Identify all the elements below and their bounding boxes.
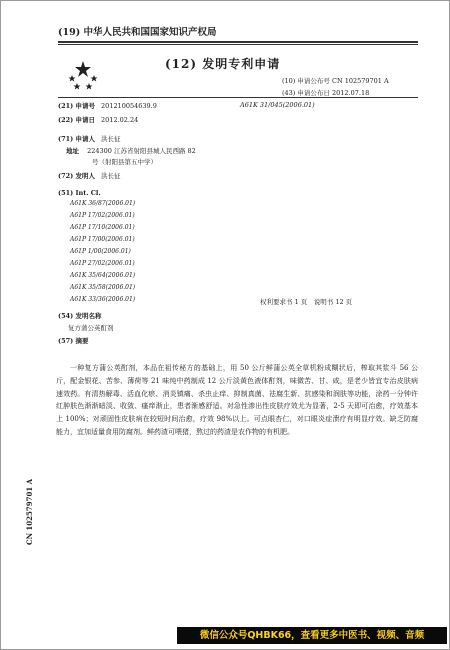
office-name: (19) 中华人民共和国国家知识产权局 xyxy=(58,27,217,38)
pub-date-value: 2012.07.18 xyxy=(332,89,370,97)
app-no-label: (21) 申请号 xyxy=(58,102,95,110)
applicant-label: (71) 申请人 xyxy=(58,135,95,143)
ipc-item: A61P 17/10(2006.01) xyxy=(70,224,135,231)
abstract-label: (57) 摘要 xyxy=(58,337,89,345)
app-date xyxy=(58,115,138,124)
ipc-item: A61P 17/02(2006.01) xyxy=(70,212,135,219)
sipo-emblem-icon xyxy=(66,58,100,92)
app-date-label: (22) 申请日 xyxy=(58,116,95,124)
applicant xyxy=(58,134,121,143)
doc-type: (12) 发明专利申请 xyxy=(165,57,281,71)
app-date-value: 2012.02.24 xyxy=(101,116,139,124)
address-line-1: 224300 江苏省射阳县城人民西路 82 xyxy=(87,147,196,155)
claims-pages: 权利要求书 1 页 说明书 12 页 xyxy=(260,298,353,306)
title-label: (54) 发明名称 xyxy=(58,312,102,320)
app-no-value: 201210054639.9 xyxy=(101,102,157,110)
biblio-rule xyxy=(58,97,418,98)
invention-title: 复方蒲公英酊剂 xyxy=(68,324,114,332)
inventor-value: 洪长征 xyxy=(101,172,121,180)
ipc-item: A61P 27/02(2006.01) xyxy=(70,260,135,267)
publication-number xyxy=(282,76,389,85)
header-rule xyxy=(58,41,418,43)
header-rule-thin xyxy=(58,44,418,45)
address-line-2: 号（射阳县第五中学） xyxy=(92,158,157,166)
pub-no-label: (10) 申请公布号 xyxy=(282,77,330,85)
address-label: 地址 xyxy=(66,147,79,155)
applicant-value: 洪长征 xyxy=(101,135,121,143)
pub-no-value: CN 102579701 A xyxy=(332,77,389,85)
ipc-item: A61P 1/00(2006.01) xyxy=(70,248,131,255)
intcl-label: (51) Int. Cl. xyxy=(58,189,101,197)
ipc-item: A61K 33/36(2006.01) xyxy=(70,296,136,303)
side-publication-number: CN 102579701 A xyxy=(25,478,34,545)
app-number xyxy=(58,101,157,110)
promo-banner: 微信公众号QHBK66，查看更多中医书、视频、音频 xyxy=(177,627,447,644)
ipc-item: A61K 36/87(2006.01) xyxy=(70,200,136,207)
abstract-text: 一种复方蒲公英酊剂，本品在祖传秘方的基础上，用 50 公斤鲜蒲公英全草机粉成糊状后，榨取其浆斗 56 公斤，配金银花、苦参、薄荷等 21 味纯中药制成 12 公斤淡黄色液体酊剂，味微苦、甘、咸，是老少皆宜专治皮肤病速效药。有清热解毒、活血化瘀、消炎镇痛、杀虫止痒、抑制真菌、祛腐生新、抗感染和润肤等功能，涂药一分钟许红肿肤色渐渐暗淡、收敛、瘙痒渐止，患者渐感舒适。对急性渗出性皮肤疗效尤为显著，2-5 天即可治愈，疗效基本上 100%；对顽固性皮肤病在较短时间治愈，疗效 98%以上。可点眼杏仁，对口眼炎症溃疗有明显疗效。缺乏防腐能力，宜加适量食用防腐剂。鲜药渣可喂猪，熬过的药渣是农作物的有机肥。 xyxy=(56,364,418,436)
publication-date xyxy=(282,88,369,97)
inventor-label: (72) 发明人 xyxy=(58,172,95,180)
ipc-item: A61K 35/58(2006.01) xyxy=(70,284,136,291)
address xyxy=(66,146,196,155)
ipc-item: A61K 35/64(2006.01) xyxy=(70,272,136,279)
pub-date-label: (43) 申请公布日 xyxy=(282,89,330,97)
ipc-item: A61P 17/00(2006.01) xyxy=(70,236,135,243)
ipc-main: A61K 31/045(2006.01) xyxy=(240,101,315,109)
inventor xyxy=(58,171,121,180)
